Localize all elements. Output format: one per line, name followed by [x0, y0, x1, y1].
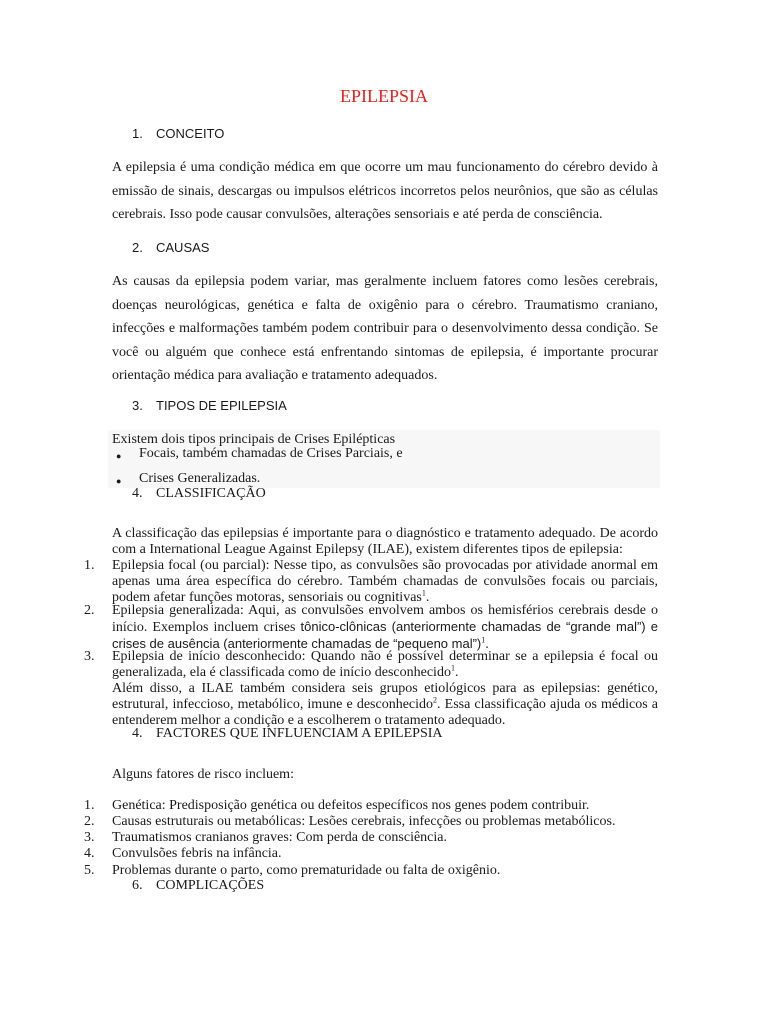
bullet-icon: ●: [116, 476, 122, 486]
section-title: TIPOS DE EPILEPSIA: [156, 398, 287, 413]
list-number: 1.: [84, 558, 95, 573]
section-title: CAUSAS: [156, 240, 210, 255]
section-number: 4.: [132, 486, 143, 501]
section-title: COMPLICAÇÕES: [156, 878, 265, 893]
list-number: 1.: [84, 798, 95, 813]
paragraph-conceito: A epilepsia é uma condição médica em que ocorre um mau funcionamento do cérebro devido à emissão de sinais, descargas ou impulsos elétricos incorretos pelos neurônios, que são as células cerebrais. Isso pode causar convulsões, alterações sensoriais e até perda de consciência.: [112, 160, 658, 222]
list-text: Epilepsia focal (ou parcial): Nesse tipo, as convulsões são provocadas por atividade anormal em apenas uma área específica do cérebro. Também chamadas de convulsões focais ou parciais, podem afetar funções motoras, sensoriais ou cognitivas$^1$.: [112, 558, 658, 605]
section-title: CLASSIFICAÇÃO: [156, 486, 266, 501]
list-text: Causas estruturais ou metabólicas: Lesões cerebrais, infecções ou problemas metabólicos.: [112, 814, 616, 829]
list-text: Epilepsia de início desconhecido: Quando não é possível determinar se a epilepsia é focal ou generalizada, ela é classificada como de início desconhecido$^1$. Além disso, a ILAE também considera seis grupos etiológicos para as epilepsias: genético, estrutural, infeccioso, metabólico, imune e desconhecido$^2$. Essa classificação ajuda os médicos a entenderem melhor a condição e a escolherem o tratamento adequado.: [112, 649, 658, 728]
list-number: 5.: [84, 863, 95, 878]
bullet-icon: ●: [116, 451, 122, 461]
bullet-item: Crises Generalizadas.: [139, 471, 261, 486]
list-text: Convulsões febris na infância.: [112, 846, 282, 861]
list-text: Genética: Predisposição genética ou defeitos específicos nos genes podem contribuir.: [112, 798, 590, 813]
section-number: 3.: [132, 398, 143, 413]
page-title: EPILEPSIA: [339, 86, 428, 106]
section-number: 6.: [132, 878, 143, 893]
list-number: 3.: [84, 649, 95, 664]
classification-intro: A classificação das epilepsias é importante para o diagnóstico e tratamento adequado. De acordo com a International League Against Epilepsy (ILAE), existem diferentes tipos de epilepsia:: [112, 526, 658, 557]
list-number: 2.: [84, 603, 95, 618]
factors-intro: Alguns fatores de risco incluem:: [112, 767, 294, 782]
bullet-item: Focais, também chamadas de Crises Parciais, e: [139, 446, 403, 461]
list-number: 4.: [84, 846, 95, 861]
section-number: 1.: [132, 126, 143, 141]
list-text: Problemas durante o parto, como prematuridade ou falta de oxigênio.: [112, 863, 501, 878]
list-number: 2.: [84, 814, 95, 829]
list-text: Traumatismos cranianos graves: Com perda de consciência.: [112, 830, 448, 845]
section-number: 4.: [132, 726, 143, 741]
section-number: 2.: [132, 240, 143, 255]
list-number: 3.: [84, 830, 95, 845]
section-title: FACTORES QUE INFLUENCIAM A EPILEPSIA: [156, 726, 443, 741]
paragraph-causas: As causas da epilepsia podem variar, mas geralmente incluem fatores como lesões cerebrais, doenças neurológicas, genética e falta de oxigênio para o cérebro. Traumatismo craniano, infecções e malformações também podem contribuir para o desenvolvimento dessa condição. Se você ou alguém que conhece está enfrentando sintomas de epilepsia, é importante procurar orientação médica para avaliação e tratamento adequados.: [112, 274, 658, 383]
section-title: CONCEITO: [156, 126, 225, 141]
list-text: Epilepsia generalizada: Aqui, as convulsões envolvem ambos os hemisférios cerebrais desde o início. Exemplos incluem crises tônico-clônicas (anteriormente chamadas de “grande mal”) e crises de ausência (anteriormente chamadas de “pequeno mal”)$^1$.: [112, 603, 658, 652]
types-intro: Existem dois tipos principais de Crises Epilépticas: [112, 432, 396, 447]
